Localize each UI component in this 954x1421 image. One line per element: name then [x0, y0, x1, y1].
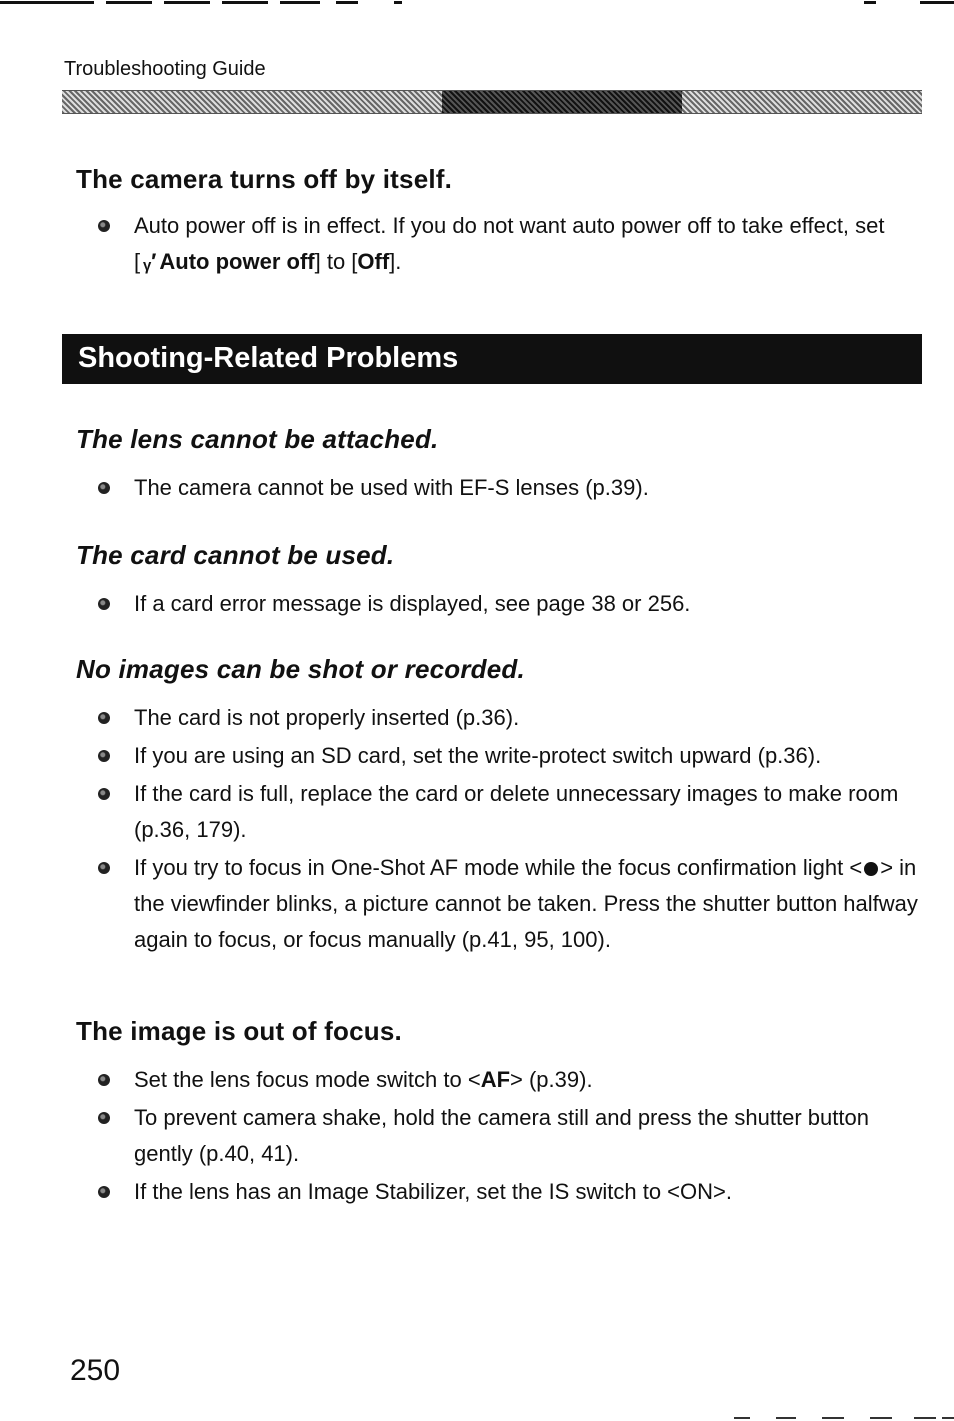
list-item: To prevent camera shake, hold the camera still and press the shutter button gently (p.40, 41).	[96, 1100, 916, 1172]
focus-confirmation-dot-icon	[864, 862, 878, 876]
list-item: The camera cannot be used with EF-S lenses (p.39).	[96, 470, 916, 506]
menu-item-auto-power-off: Auto power off	[159, 249, 315, 274]
list-item: Set the lens focus mode switch to <AF> (p.39).	[96, 1062, 916, 1098]
menu-value-off: Off	[357, 249, 390, 274]
header-rule	[62, 90, 922, 114]
bullet-icon	[98, 862, 110, 874]
bullet-icon	[98, 1074, 110, 1086]
bullet-icon	[98, 1186, 110, 1198]
bullet-icon	[98, 1112, 110, 1124]
list-item: If you are using an SD card, set the write-protect switch upward (p.36).	[96, 738, 926, 774]
bullet-list-card	[96, 586, 916, 624]
list-item: The card is not properly inserted (p.36).	[96, 700, 926, 736]
section-banner	[62, 334, 922, 384]
heading-lens: The lens cannot be attached.	[76, 424, 439, 454]
heading-card: The card cannot be used.	[76, 540, 395, 570]
list-item: Auto power off is in effect. If you do not want auto power off to take effect, set [ ᵧ′ Auto power off] to [Off].	[96, 208, 896, 280]
heading-no-images: No images can be shot or recorded.	[76, 654, 525, 684]
bullet-list-no-images	[96, 700, 926, 960]
list-item: If the card is full, replace the card or delete unnecessary images to make room (p.36, 179).	[96, 776, 926, 848]
bullet-icon	[98, 750, 110, 762]
wrench-icon: ᵧ′	[143, 249, 157, 274]
running-header: Troubleshooting Guide	[64, 58, 266, 80]
bullet-list-auto-off	[96, 208, 896, 282]
heading-out-of-focus: The image is out of focus.	[76, 1016, 402, 1046]
bullet-icon	[98, 712, 110, 724]
heading-camera-turns-off: The camera turns off by itself.	[76, 164, 453, 194]
top-crop-marks	[0, 0, 954, 6]
bottom-crop-marks	[0, 1415, 954, 1421]
bullet-icon	[98, 220, 110, 232]
list-item: If you try to focus in One-Shot AF mode while the focus confirmation light < > in the viewfinder blinks, a picture cannot be taken. Press the shutter button halfway again to focus, or focus manually (p.41, 95, 100).	[96, 850, 926, 958]
bullet-list-focus	[96, 1062, 916, 1212]
page-number: 250	[70, 1354, 121, 1387]
bullet-icon	[98, 788, 110, 800]
section-banner-title: Shooting-Related Problems	[78, 342, 459, 374]
bullet-icon	[98, 598, 110, 610]
list-item: If a card error message is displayed, see page 38 or 256.	[96, 586, 916, 622]
bullet-icon	[98, 482, 110, 494]
list-item: If the lens has an Image Stabilizer, set the IS switch to <ON>.	[96, 1174, 916, 1210]
af-label: AF	[480, 1067, 511, 1092]
bullet-list-lens	[96, 470, 916, 508]
